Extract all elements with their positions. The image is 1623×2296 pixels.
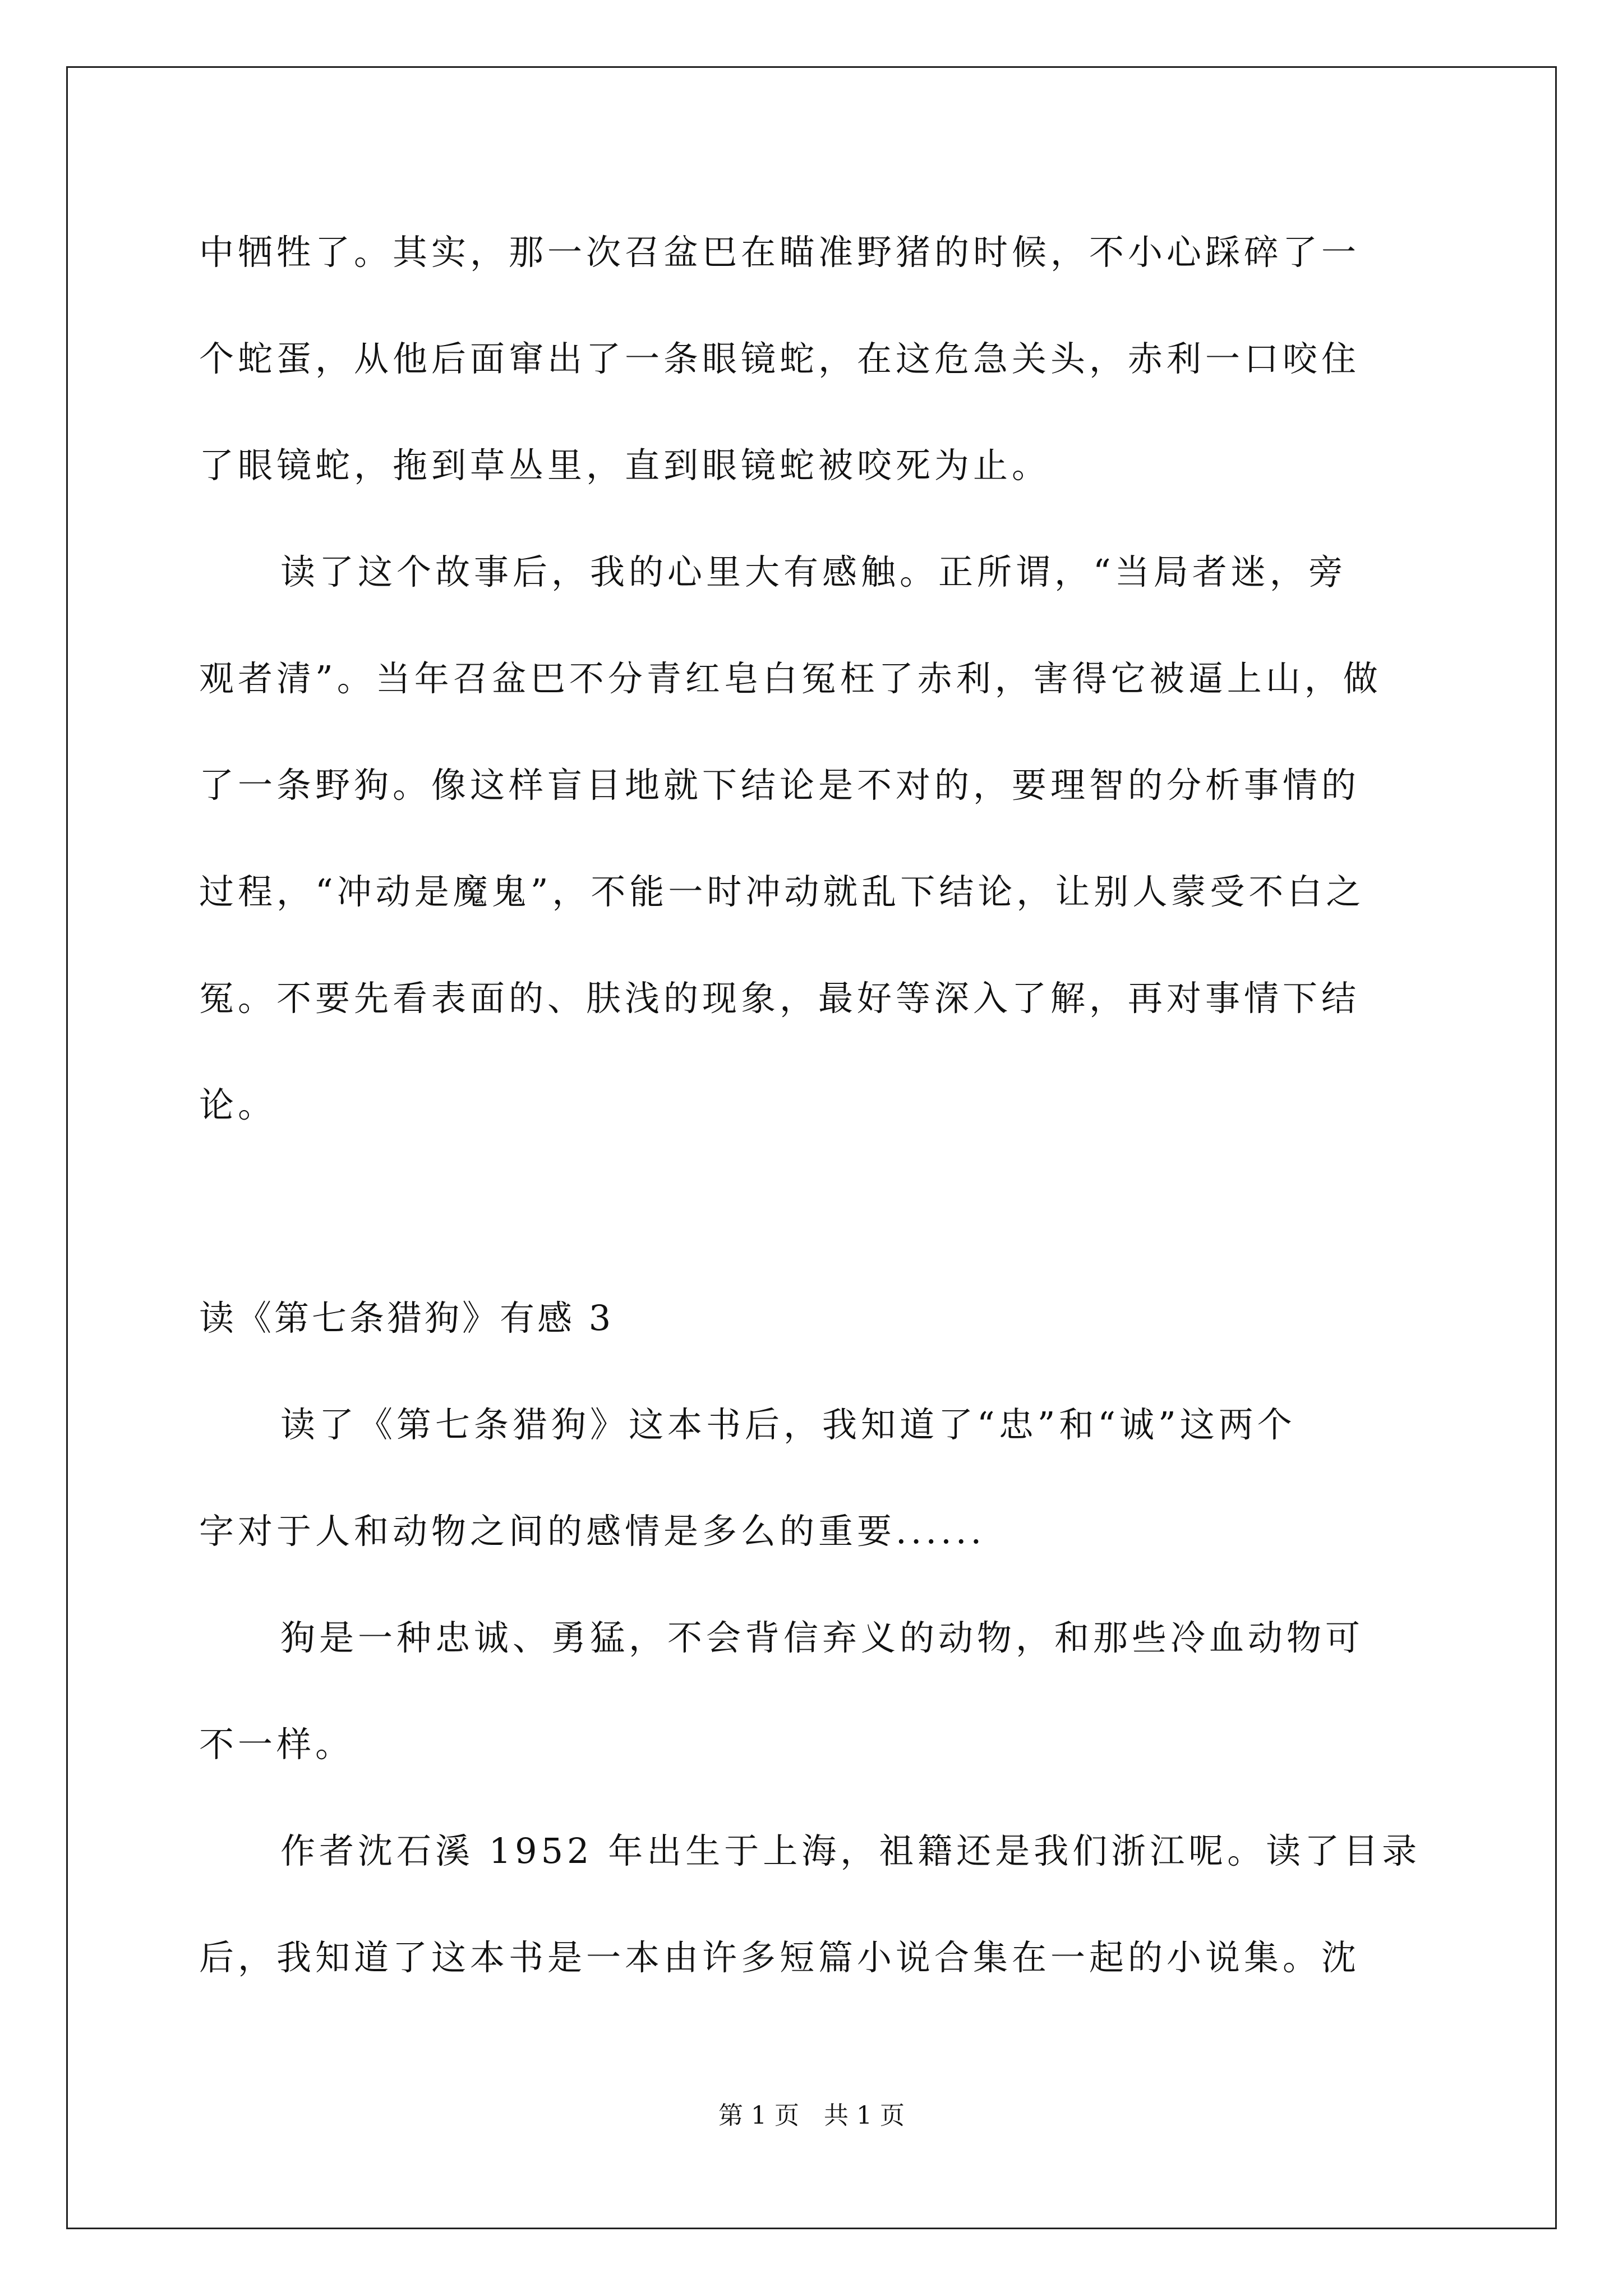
text-line: 后，我知道了这本书是一本由许多短篇小说合集在一起的小说集。沈 [199, 1937, 1361, 1978]
text-line: 读了这个故事后，我的心里大有感触。正所谓，“当局者迷，旁 [280, 551, 1347, 592]
text-line: 了眼镜蛇，拖到草丛里，直到眼镜蛇被咬死为止。 [199, 445, 1051, 486]
text-line: 个蛇蛋，从他后面窜出了一条眼镜蛇，在这危急关头，赤利一口咬住 [199, 338, 1361, 379]
text-line: 读了《第七条猎狗》这本书后，我知道了“忠”和“诚”这两个 [280, 1404, 1296, 1445]
text-line: 观者清”。当年召盆巴不分青红皂白冤枉了赤利，害得它被逼上山，做 [199, 658, 1382, 699]
text-line: 中牺牲了。其实，那一次召盆巴在瞄准野猪的时候，不小心踩碎了一 [199, 232, 1361, 273]
section-heading: 读《第七条猎狗》有感 3 [199, 1297, 614, 1338]
text-line: 过程，“冲动是魔鬼”，不能一时冲动就乱下结论，让别人蒙受不白之 [199, 871, 1365, 912]
text-line: 字对于人和动物之间的感情是多么的重要...... [199, 1511, 986, 1552]
text-line: 狗是一种忠诚、勇猛，不会背信弃义的动物，和那些冷血动物可 [280, 1617, 1364, 1658]
text-line: 冤。不要先看表面的、肤浅的现象，最好等深入了解，再对事情下结 [199, 978, 1361, 1019]
page-border [66, 66, 1557, 2229]
text-line: 论。 [199, 1084, 277, 1125]
page-number-footer: 第 1 页 共 1 页 [718, 2101, 905, 2130]
text-line: 不一样。 [199, 1724, 354, 1765]
text-line: 了一条野狗。像这样盲目地就下结论是不对的，要理智的分析事情的 [199, 765, 1361, 806]
text-line: 作者沈石溪 1952 年出生于上海，祖籍还是我们浙江呢。读了目录 [280, 1830, 1421, 1871]
